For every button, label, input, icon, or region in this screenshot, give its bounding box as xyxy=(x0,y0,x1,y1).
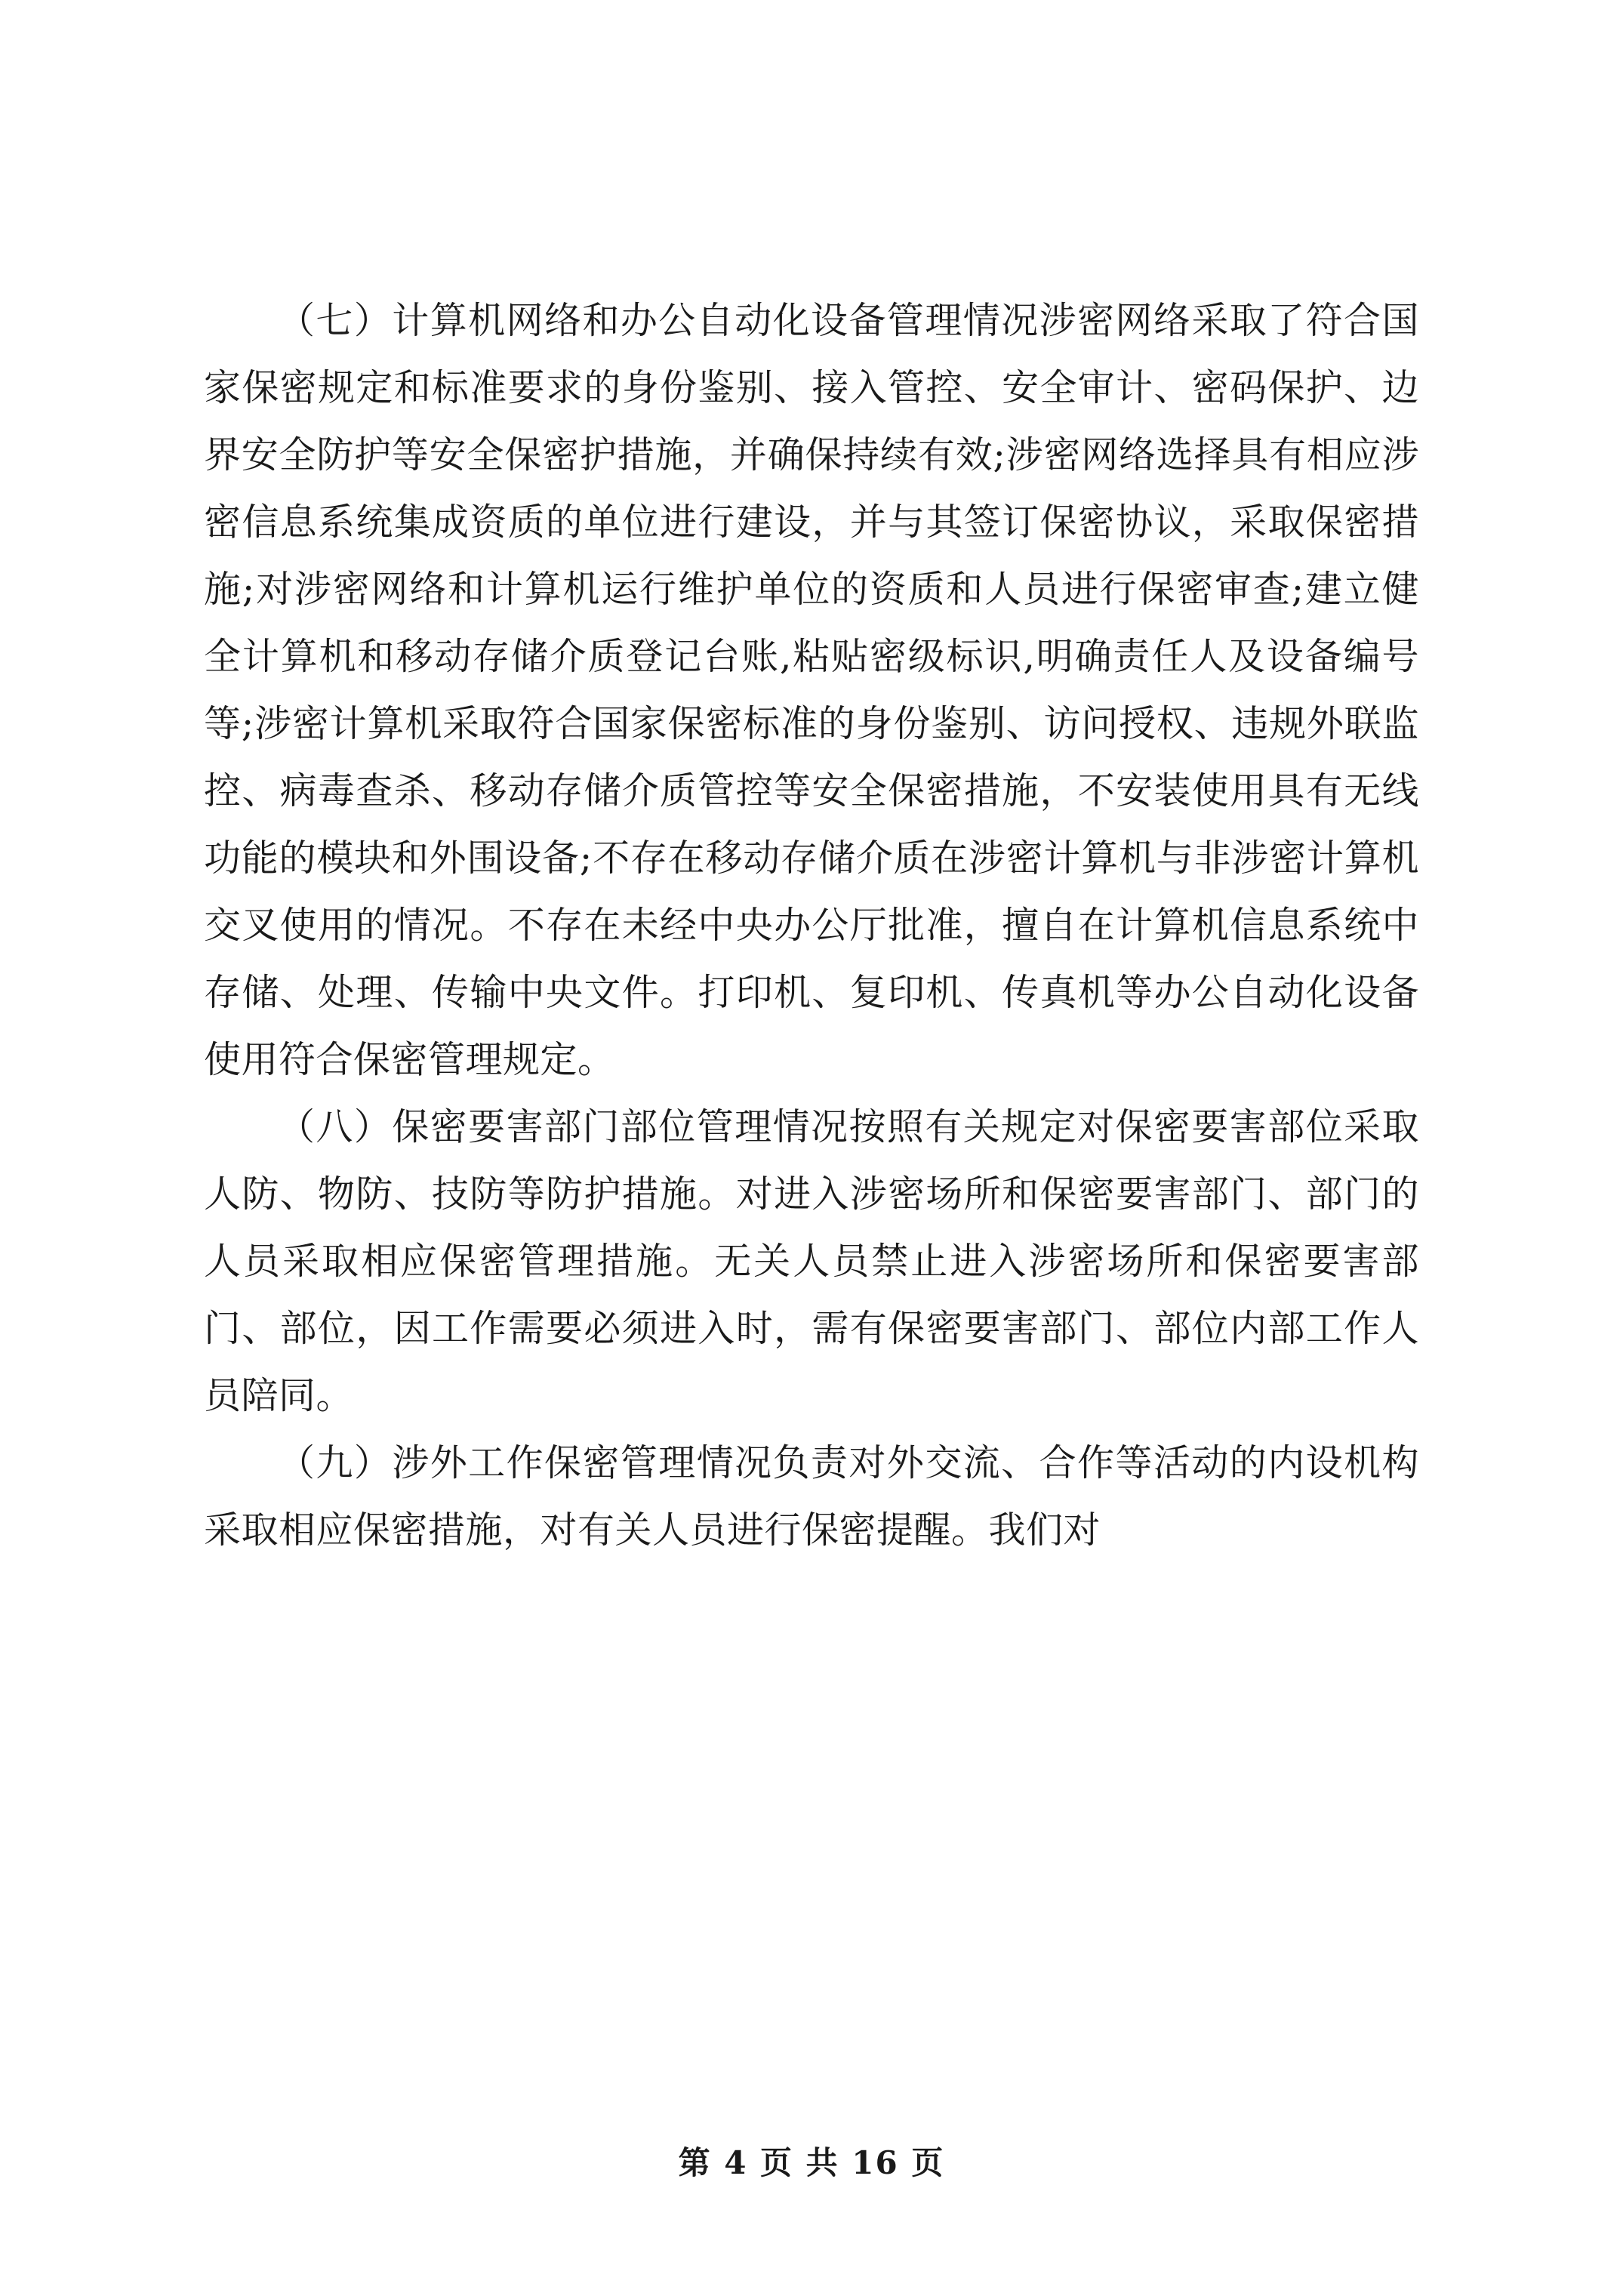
document-body xyxy=(204,287,1419,1564)
page-footer: 第 4 页 共 16 页 xyxy=(678,2144,945,2181)
paragraph-nine: （九）涉外工作保密管理情况负责对外交流、合作等活动的内设机构采取相应保密措施，对有关人员进行保密提醒。我们对 xyxy=(204,1441,1419,1552)
paragraph-eight: （八）保密要害部门部位管理情况按照有关规定对保密要害部位采取人防、物防、技防等防护措施。对进入涉密场所和保密要害部门、部门的人员采取相应保密管理措施。无关人员禁止进入涉密场所和保密要害部门、部位，因工作需要必须进入时，需有保密要害部门、部位内部工作人员陪同。 xyxy=(204,1105,1419,1417)
paragraph-seven: （七）计算机网络和办公自动化设备管理情况涉密网络采取了符合国家保密规定和标准要求的身份鉴别、接入管控、安全审计、密码保护、边界安全防护等安全保密护措施，并确保持续有效;涉密网络选择具有相应涉密信息系统集成资质的单位进行建设，并与其签订保密协议，采取保密措施;对涉密网络和计算机运行维护单位的资质和人员进行保密审查;建立健全计算机和移动存储介质登记台账,粘贴密级标识,明确责任人及设备编号等;涉密计算机采取符合国家保密标准的身份鉴别、访问授权、违规外联监控、病毒查杀、移动存储介质管控等安全保密措施，不安装使用具有无线功能的模块和外围设备;不存在移动存储介质在涉密计算机与非涉密计算机交叉使用的情况。不存在未经中央办公厅批准，擅自在计算机信息系统中存储、处理、传输中央文件。打印机、复印机、传真机等办公自动化设备使用符合保密管理规定。 xyxy=(204,299,1419,1081)
